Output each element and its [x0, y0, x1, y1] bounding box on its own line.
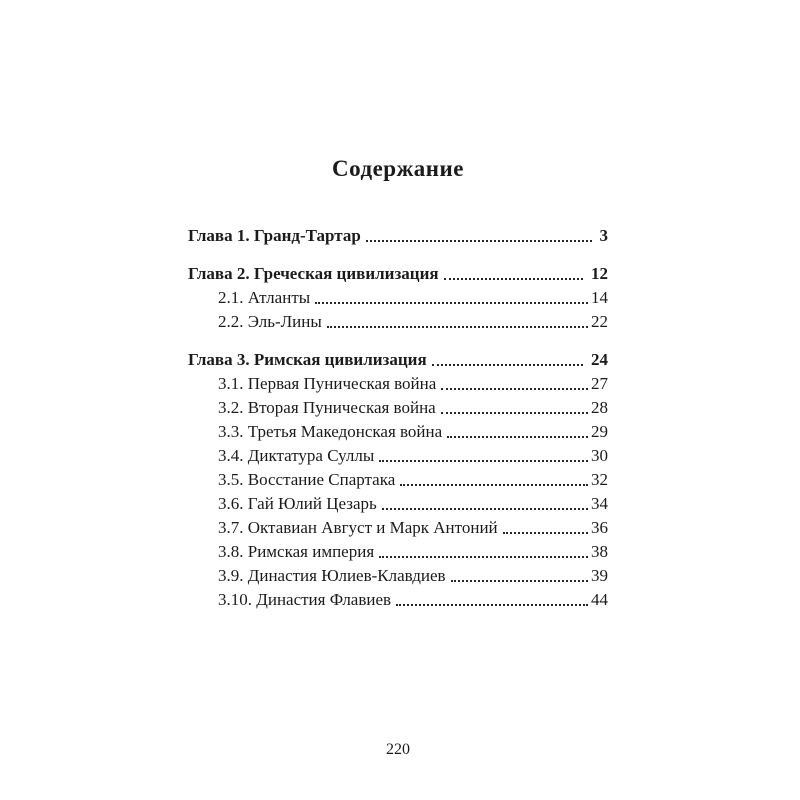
dot-leader: [396, 604, 588, 606]
dot-leader: [315, 302, 588, 304]
dot-leader: [379, 556, 588, 558]
toc-sub-row: [188, 396, 608, 420]
section-page-number: 14: [591, 288, 608, 307]
chapter-label: Глава 2. Греческая цивилизация: [188, 264, 439, 283]
section-page-number: 32: [591, 470, 608, 489]
toc-chapter-row: [188, 262, 608, 286]
section-label: 3.7. Октавиан Август и Марк Антоний: [218, 518, 498, 537]
footer-page-number: 220: [386, 741, 410, 758]
toc-sub-row: [188, 468, 608, 492]
section-page-number: 38: [591, 542, 608, 561]
chapter-label: Глава 3. Римская цивилизация: [188, 350, 427, 369]
dot-leader: [441, 388, 588, 390]
section-page-number: 29: [591, 422, 608, 441]
section-page-number: 36: [591, 518, 608, 537]
chapter-page-number: 24: [591, 350, 608, 369]
section-label: 3.1. Первая Пуническая война: [218, 374, 437, 393]
section-label: 3.10. Династия Флавиев: [218, 590, 392, 609]
toc-sub-row: [188, 588, 608, 612]
table-of-contents: [188, 224, 608, 612]
section-label: 3.2. Вторая Пуническая война: [218, 398, 436, 417]
toc-sub-row: [188, 492, 608, 516]
section-label: 2.2. Эль-Лины: [218, 312, 322, 331]
section-label: 2.1. Атланты: [218, 288, 311, 307]
dot-leader: [327, 326, 588, 328]
dot-leader: [444, 278, 583, 280]
dot-leader: [447, 436, 588, 438]
dot-leader: [451, 580, 588, 582]
toc-sub-row: [188, 286, 608, 310]
toc-sub-row: [188, 420, 608, 444]
dot-leader: [503, 532, 588, 534]
toc-sub-row: [188, 516, 608, 540]
page-title: Содержание: [332, 156, 464, 181]
dot-leader: [432, 364, 583, 366]
toc-chapter-row: [188, 348, 608, 372]
section-page-number: 34: [591, 494, 608, 513]
chapter-label: Глава 1. Гранд-Тартар: [188, 226, 361, 245]
section-label: 3.6. Гай Юлий Цезарь: [218, 494, 377, 513]
dot-leader: [441, 412, 588, 414]
section-label: 3.8. Римская империя: [218, 542, 375, 561]
section-page-number: 28: [591, 398, 608, 417]
section-page-number: 44: [591, 590, 608, 609]
chapter-page-number: 12: [591, 264, 608, 283]
toc-sub-row: [188, 444, 608, 468]
toc-chapter-row: [188, 224, 608, 248]
toc-sub-row: [188, 540, 608, 564]
section-page-number: 39: [591, 566, 608, 585]
section-label: 3.5. Восстание Спартака: [218, 470, 396, 489]
section-label: 3.3. Третья Македонская война: [218, 422, 443, 441]
dot-leader: [366, 240, 592, 242]
toc-sub-row: [188, 564, 608, 588]
toc-sub-row: [188, 310, 608, 334]
section-page-number: 30: [591, 446, 608, 465]
chapter-page-number: 3: [599, 226, 608, 245]
dot-leader: [400, 484, 588, 486]
toc-sub-row: [188, 372, 608, 396]
section-page-number: 27: [591, 374, 608, 393]
section-label: 3.4. Диктатура Суллы: [218, 446, 375, 465]
dot-leader: [382, 508, 588, 510]
page-content: [188, 156, 608, 612]
section-page-number: 22: [591, 312, 608, 331]
section-label: 3.9. Династия Юлиев-Клавдиев: [218, 566, 446, 585]
dot-leader: [379, 460, 588, 462]
